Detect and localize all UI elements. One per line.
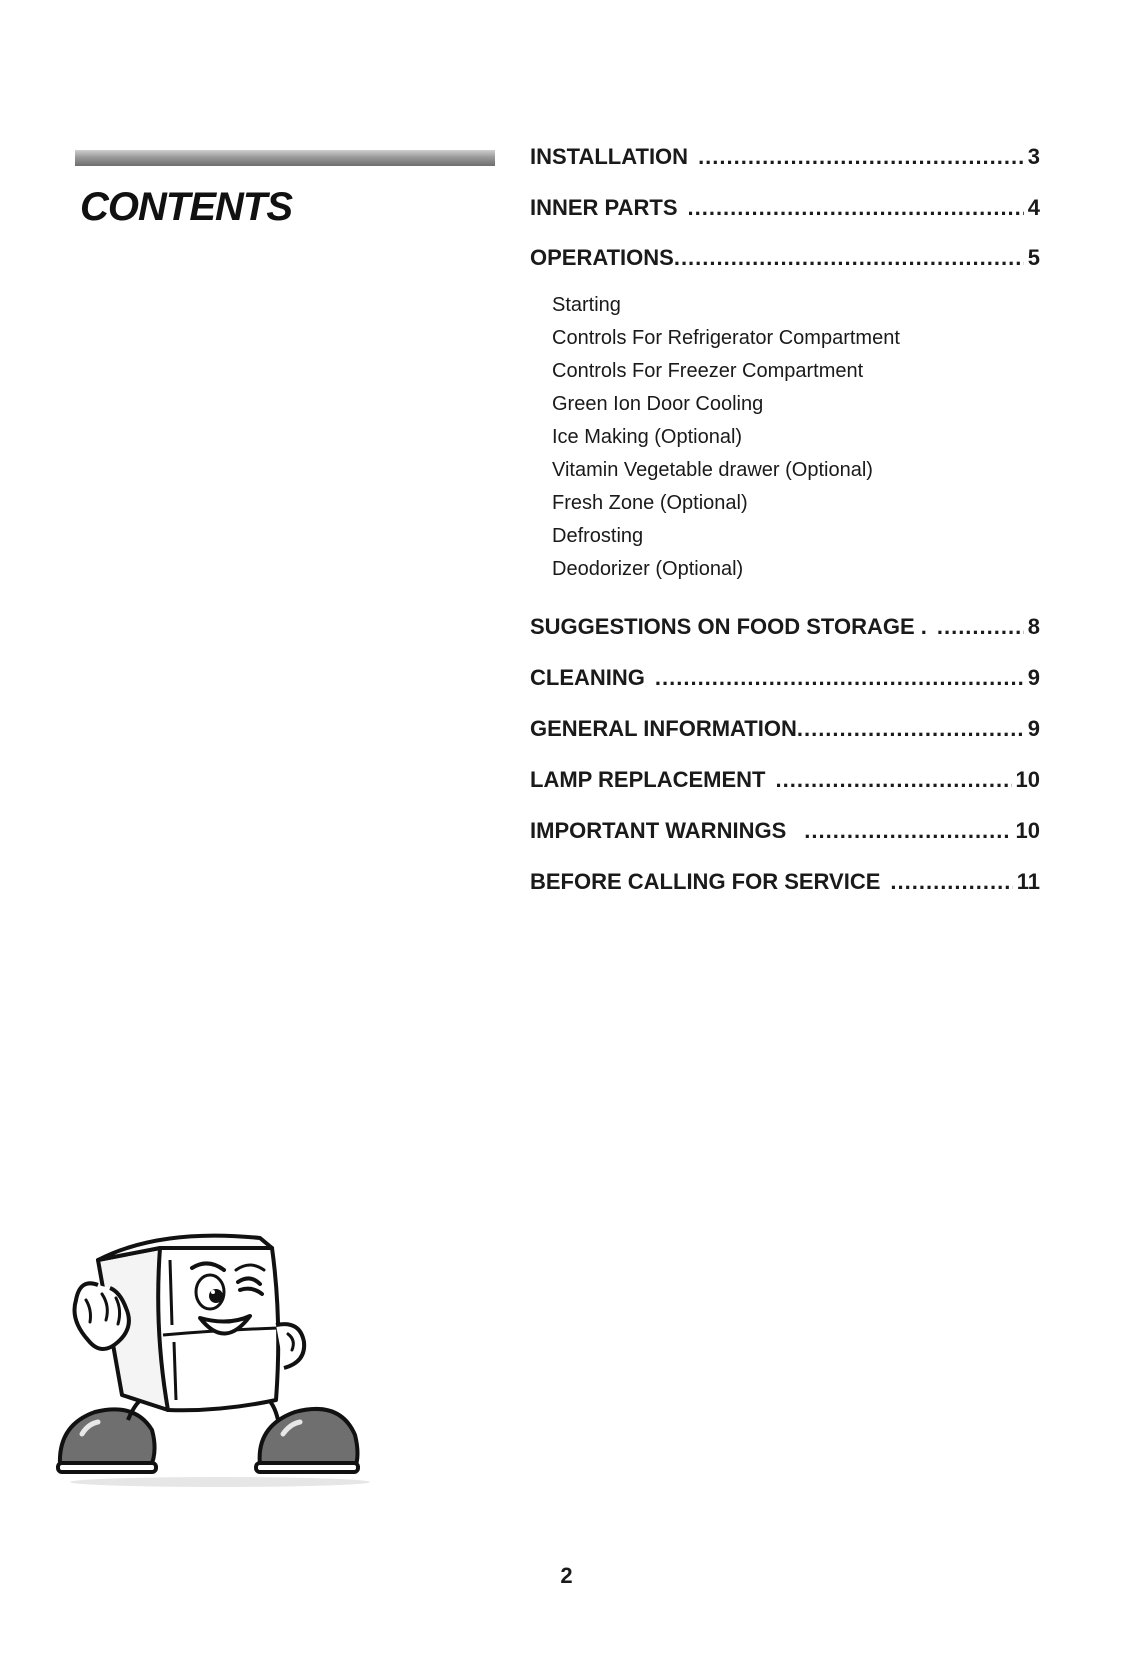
operations-subitems	[552, 292, 900, 589]
refrigerator-mascot-icon	[50, 1230, 390, 1490]
toc-entry-page: 10	[1015, 767, 1040, 792]
toc-entry-label: IMPORTANT WARNINGS	[530, 818, 787, 843]
toc-leader-dots	[804, 818, 1011, 844]
toc-entry-page: 5	[1027, 245, 1040, 270]
toc-entry-page: 9	[1027, 665, 1040, 690]
toc-entry-page: 3	[1027, 144, 1040, 169]
list-item[interactable]: Defrosting	[552, 525, 644, 547]
toc-leader-dots	[890, 869, 1012, 895]
list-item[interactable]: Ice Making (Optional)	[552, 426, 743, 448]
toc-entry-label: GENERAL INFORMATION	[530, 716, 797, 741]
toc-entry-general-information[interactable]	[530, 716, 1040, 746]
list-item[interactable]: Controls For Refrigerator Compartment	[552, 327, 900, 349]
toc-leader-dots	[937, 614, 1024, 640]
list-item[interactable]: Vitamin Vegetable drawer (Optional)	[552, 459, 873, 481]
toc-entry-operations[interactable]	[530, 245, 1040, 275]
toc-entry-inner-parts[interactable]	[530, 195, 1040, 225]
toc-entry-page: 9	[1027, 716, 1040, 741]
toc-entry-label: OPERATIONS	[530, 245, 674, 270]
toc-entry-page: 11	[1016, 869, 1040, 894]
toc-leader-dots	[698, 144, 1024, 170]
toc-leader-dots	[688, 195, 1024, 221]
page-title: CONTENTS	[80, 185, 292, 229]
toc-entry-label: SUGGESTIONS ON FOOD STORAGE .	[530, 614, 927, 639]
toc-entry-page: 4	[1027, 195, 1040, 220]
toc-leader-dots	[776, 767, 1012, 793]
toc-entry-suggestions-on-food-storage[interactable]	[530, 614, 1040, 644]
toc-entry-label: INSTALLATION	[530, 144, 689, 169]
list-item[interactable]: Green Ion Door Cooling	[552, 393, 764, 415]
list-item[interactable]: Deodorizer (Optional)	[552, 558, 744, 580]
toc-entry-installation[interactable]	[530, 144, 1040, 174]
toc-entry-page: 10	[1015, 818, 1040, 843]
toc-leader-dots	[674, 245, 1024, 271]
toc-entry-important-warnings[interactable]	[530, 818, 1040, 848]
toc-entry-label: CLEANING	[530, 665, 645, 690]
toc-leader-dots	[797, 716, 1024, 742]
list-item[interactable]: Fresh Zone (Optional)	[552, 492, 748, 514]
toc-leader-dots	[655, 665, 1024, 691]
toc-entry-label: INNER PARTS	[530, 195, 678, 220]
toc-entry-label: LAMP REPLACEMENT	[530, 767, 766, 792]
page-number: 2	[560, 1563, 573, 1588]
toc-entry-label: BEFORE CALLING FOR SERVICE	[530, 869, 881, 894]
toc-entry-lamp-replacement[interactable]	[530, 767, 1040, 797]
list-item[interactable]: Controls For Freezer Compartment	[552, 360, 864, 382]
toc-entry-cleaning[interactable]	[530, 665, 1040, 695]
toc-entry-page: 8	[1027, 614, 1040, 639]
list-item[interactable]: Starting	[552, 294, 621, 316]
toc-entry-before-calling-for-service[interactable]	[530, 869, 1040, 899]
title-bar-decoration	[75, 150, 495, 166]
